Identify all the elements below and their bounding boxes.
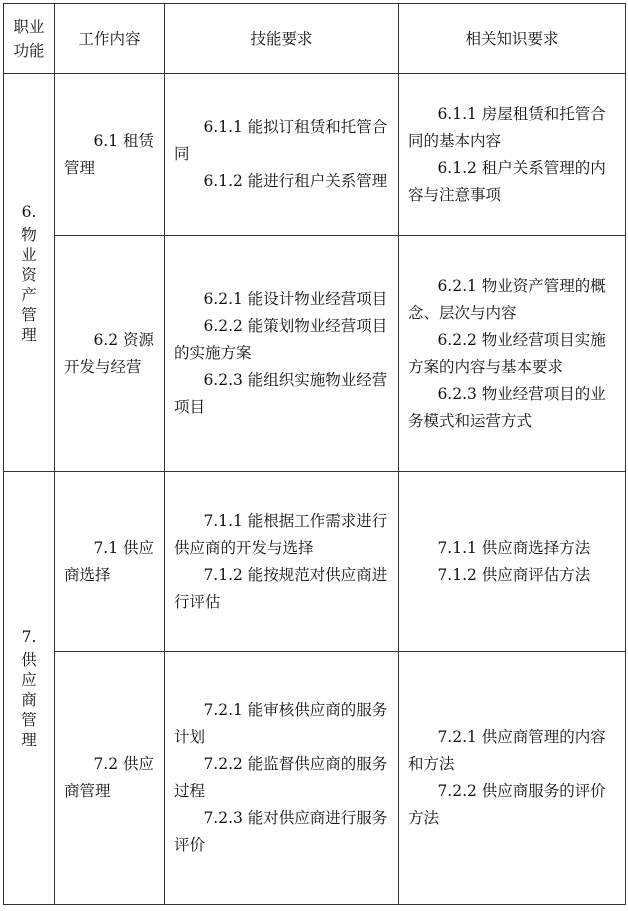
knowledge-cell: 6.2.1 物业资产管理的概念、层次与内容 6.2.2 物业经营项目实施方案的内容与基本要求 6.2.3 物业经营项目的业务模式和运营方式 [399, 236, 626, 472]
work-content-cell: 7.2 供应商管理 [55, 652, 165, 905]
work-content-cell: 7.1 供应商选择 [55, 472, 165, 652]
skills-cell: 7.1.1 能根据工作需求进行供应商的开发与选择 7.1.2 能按规范对供应商进行评估 [165, 472, 399, 652]
function-name: 物业资产管理 [21, 225, 37, 344]
knowledge-cell: 7.1.1 供应商选择方法 7.1.2 供应商评估方法 [399, 472, 626, 652]
knowledge-cell: 6.1.1 房屋租赁和托管合同的基本内容 6.1.2 租户关系管理的内容与注意事项 [399, 74, 626, 236]
work-content-cell: 6.1 租赁管理 [55, 74, 165, 236]
skills-cell: 6.2.1 能设计物业经营项目 6.2.2 能策划物业经营项目的实施方案 6.2.3 能组织实施物业经营项目 [165, 236, 399, 472]
requirements-table [3, 3, 626, 905]
table-row [4, 472, 626, 652]
header-function: 职业功能 [4, 4, 55, 74]
knowledge-cell: 7.2.1 供应商管理的内容和方法 7.2.2 供应商服务的评价方法 [399, 652, 626, 905]
header-skills: 技能要求 [165, 4, 399, 74]
table-row [4, 236, 626, 472]
function-cell [4, 472, 55, 905]
function-name: 供应商管理 [21, 651, 37, 749]
function-number: 6. [21, 202, 37, 221]
header-work: 工作内容 [55, 4, 165, 74]
skills-cell: 7.2.1 能审核供应商的服务计划 7.2.2 能监督供应商的服务过程 7.2.3 能对供应商进行服务评价 [165, 652, 399, 905]
header-knowledge: 相关知识要求 [399, 4, 626, 74]
skills-cell: 6.1.1 能拟订租赁和托管合同 6.1.2 能进行租户关系管理 [165, 74, 399, 236]
function-number: 7. [21, 628, 37, 646]
function-cell [4, 74, 55, 472]
header-row [4, 4, 626, 74]
table-row [4, 74, 626, 236]
table-row [4, 652, 626, 905]
work-content-cell: 6.2 资源开发与经营 [55, 236, 165, 472]
